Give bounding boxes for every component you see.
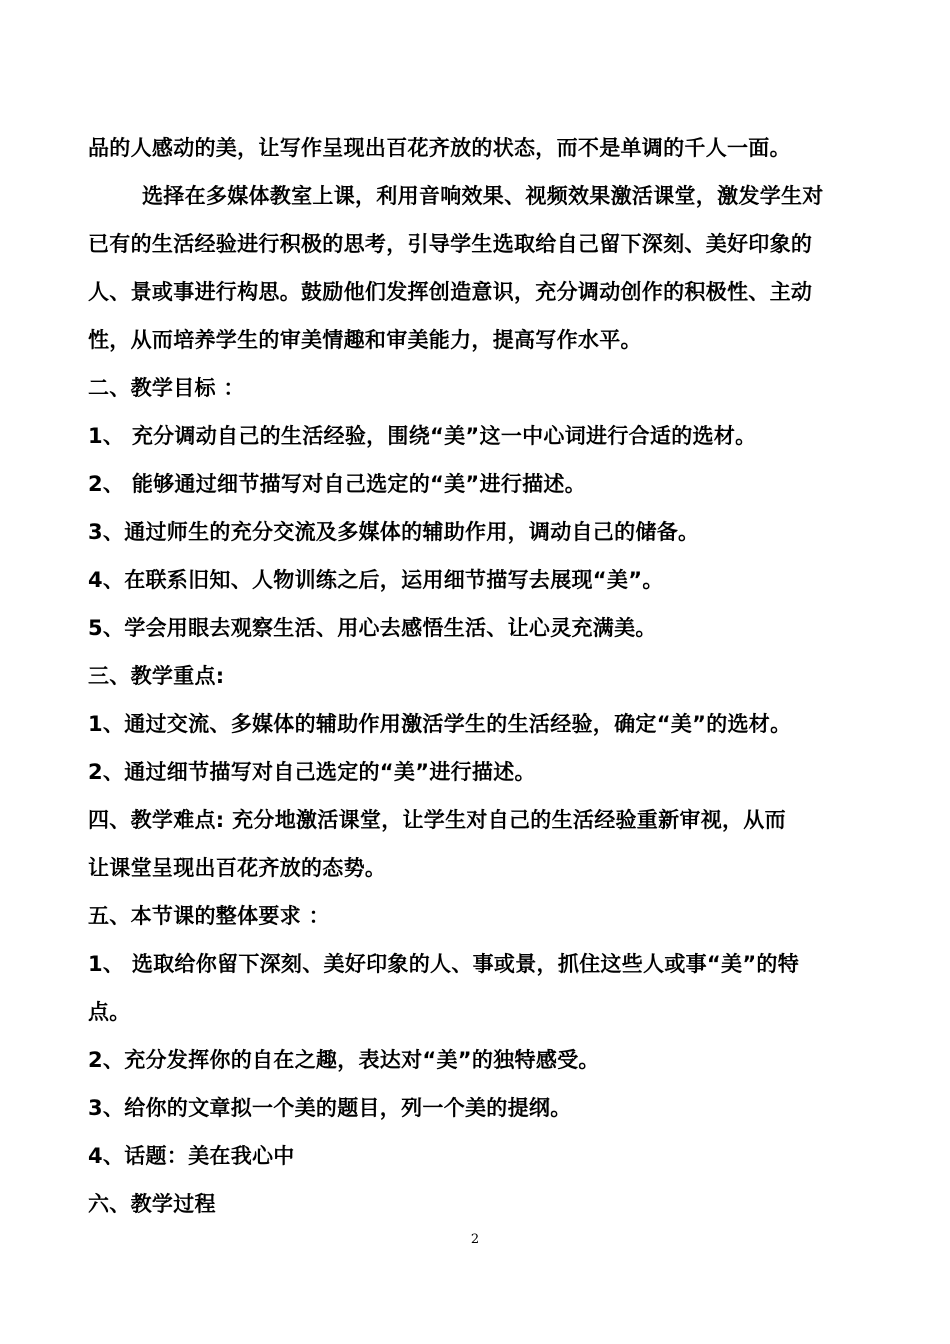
text-line: 选择在多媒体教室上课，利用音响效果、视频效果激活课堂，激发学生对 (142, 184, 824, 208)
list-item: 2、 能够通过细节描写对自己选定的“美”进行描述。 (88, 472, 587, 496)
text-line: 品的人感动的美，让写作呈现出百花齐放的状态，而不是单调的千人一面。 (88, 136, 791, 160)
section-heading: 四、教学难点: 充分地激活课堂，让学生对自己的生活经验重新审视，从而 (88, 808, 786, 832)
list-item: 4、在联系旧知、人物训练之后，运用细节描写去展现“美”。 (88, 568, 664, 592)
list-item: 2、通过细节描写对自己选定的“美”进行描述。 (88, 760, 536, 784)
list-item: 1、通过交流、多媒体的辅助作用激活学生的生活经验，确定“美”的选材。 (88, 712, 792, 736)
list-item: 4、话题：美在我心中 (88, 1144, 295, 1168)
section-heading: 二、教学目标 ： (88, 376, 245, 400)
text-line: 性，从而培养学生的审美情趣和审美能力，提高写作水平。 (88, 328, 642, 352)
section-heading: 六、教学过程 (88, 1192, 216, 1216)
section-heading: 五、本节课的整体要求 ： (88, 904, 330, 928)
list-item: 3、通过师生的充分交流及多媒体的辅助作用，调动自己的储备。 (88, 520, 700, 544)
text-line: 人、景或事进行构思。鼓励他们发挥创造意识，充分调动创作的积极性、主动 (88, 280, 813, 304)
text-line: 点。 (88, 1000, 131, 1024)
text-line: 让课堂呈现出百花齐放的态势。 (88, 856, 387, 880)
page-number: 2 (470, 1232, 480, 1247)
list-item: 3、给你的文章拟一个美的题目，列一个美的提纲。 (88, 1096, 572, 1120)
list-item: 5、学会用眼去观察生活、用心去感悟生活、让心灵充满美。 (88, 616, 657, 640)
list-item: 2、充分发挥你的自在之趣，表达对“美”的独特感受。 (88, 1048, 600, 1072)
list-item: 1、 选取给你留下深刻、美好印象的人、事或景，抓住这些人或事“美”的特 (88, 952, 800, 976)
list-item: 1、 充分调动自己的生活经验，围绕“美”这一中心词进行合适的选材。 (88, 424, 757, 448)
section-heading: 三、教学重点: (88, 664, 225, 688)
text-line: 已有的生活经验进行积极的思考，引导学生选取给自己留下深刻、美好印象的 (88, 232, 813, 256)
